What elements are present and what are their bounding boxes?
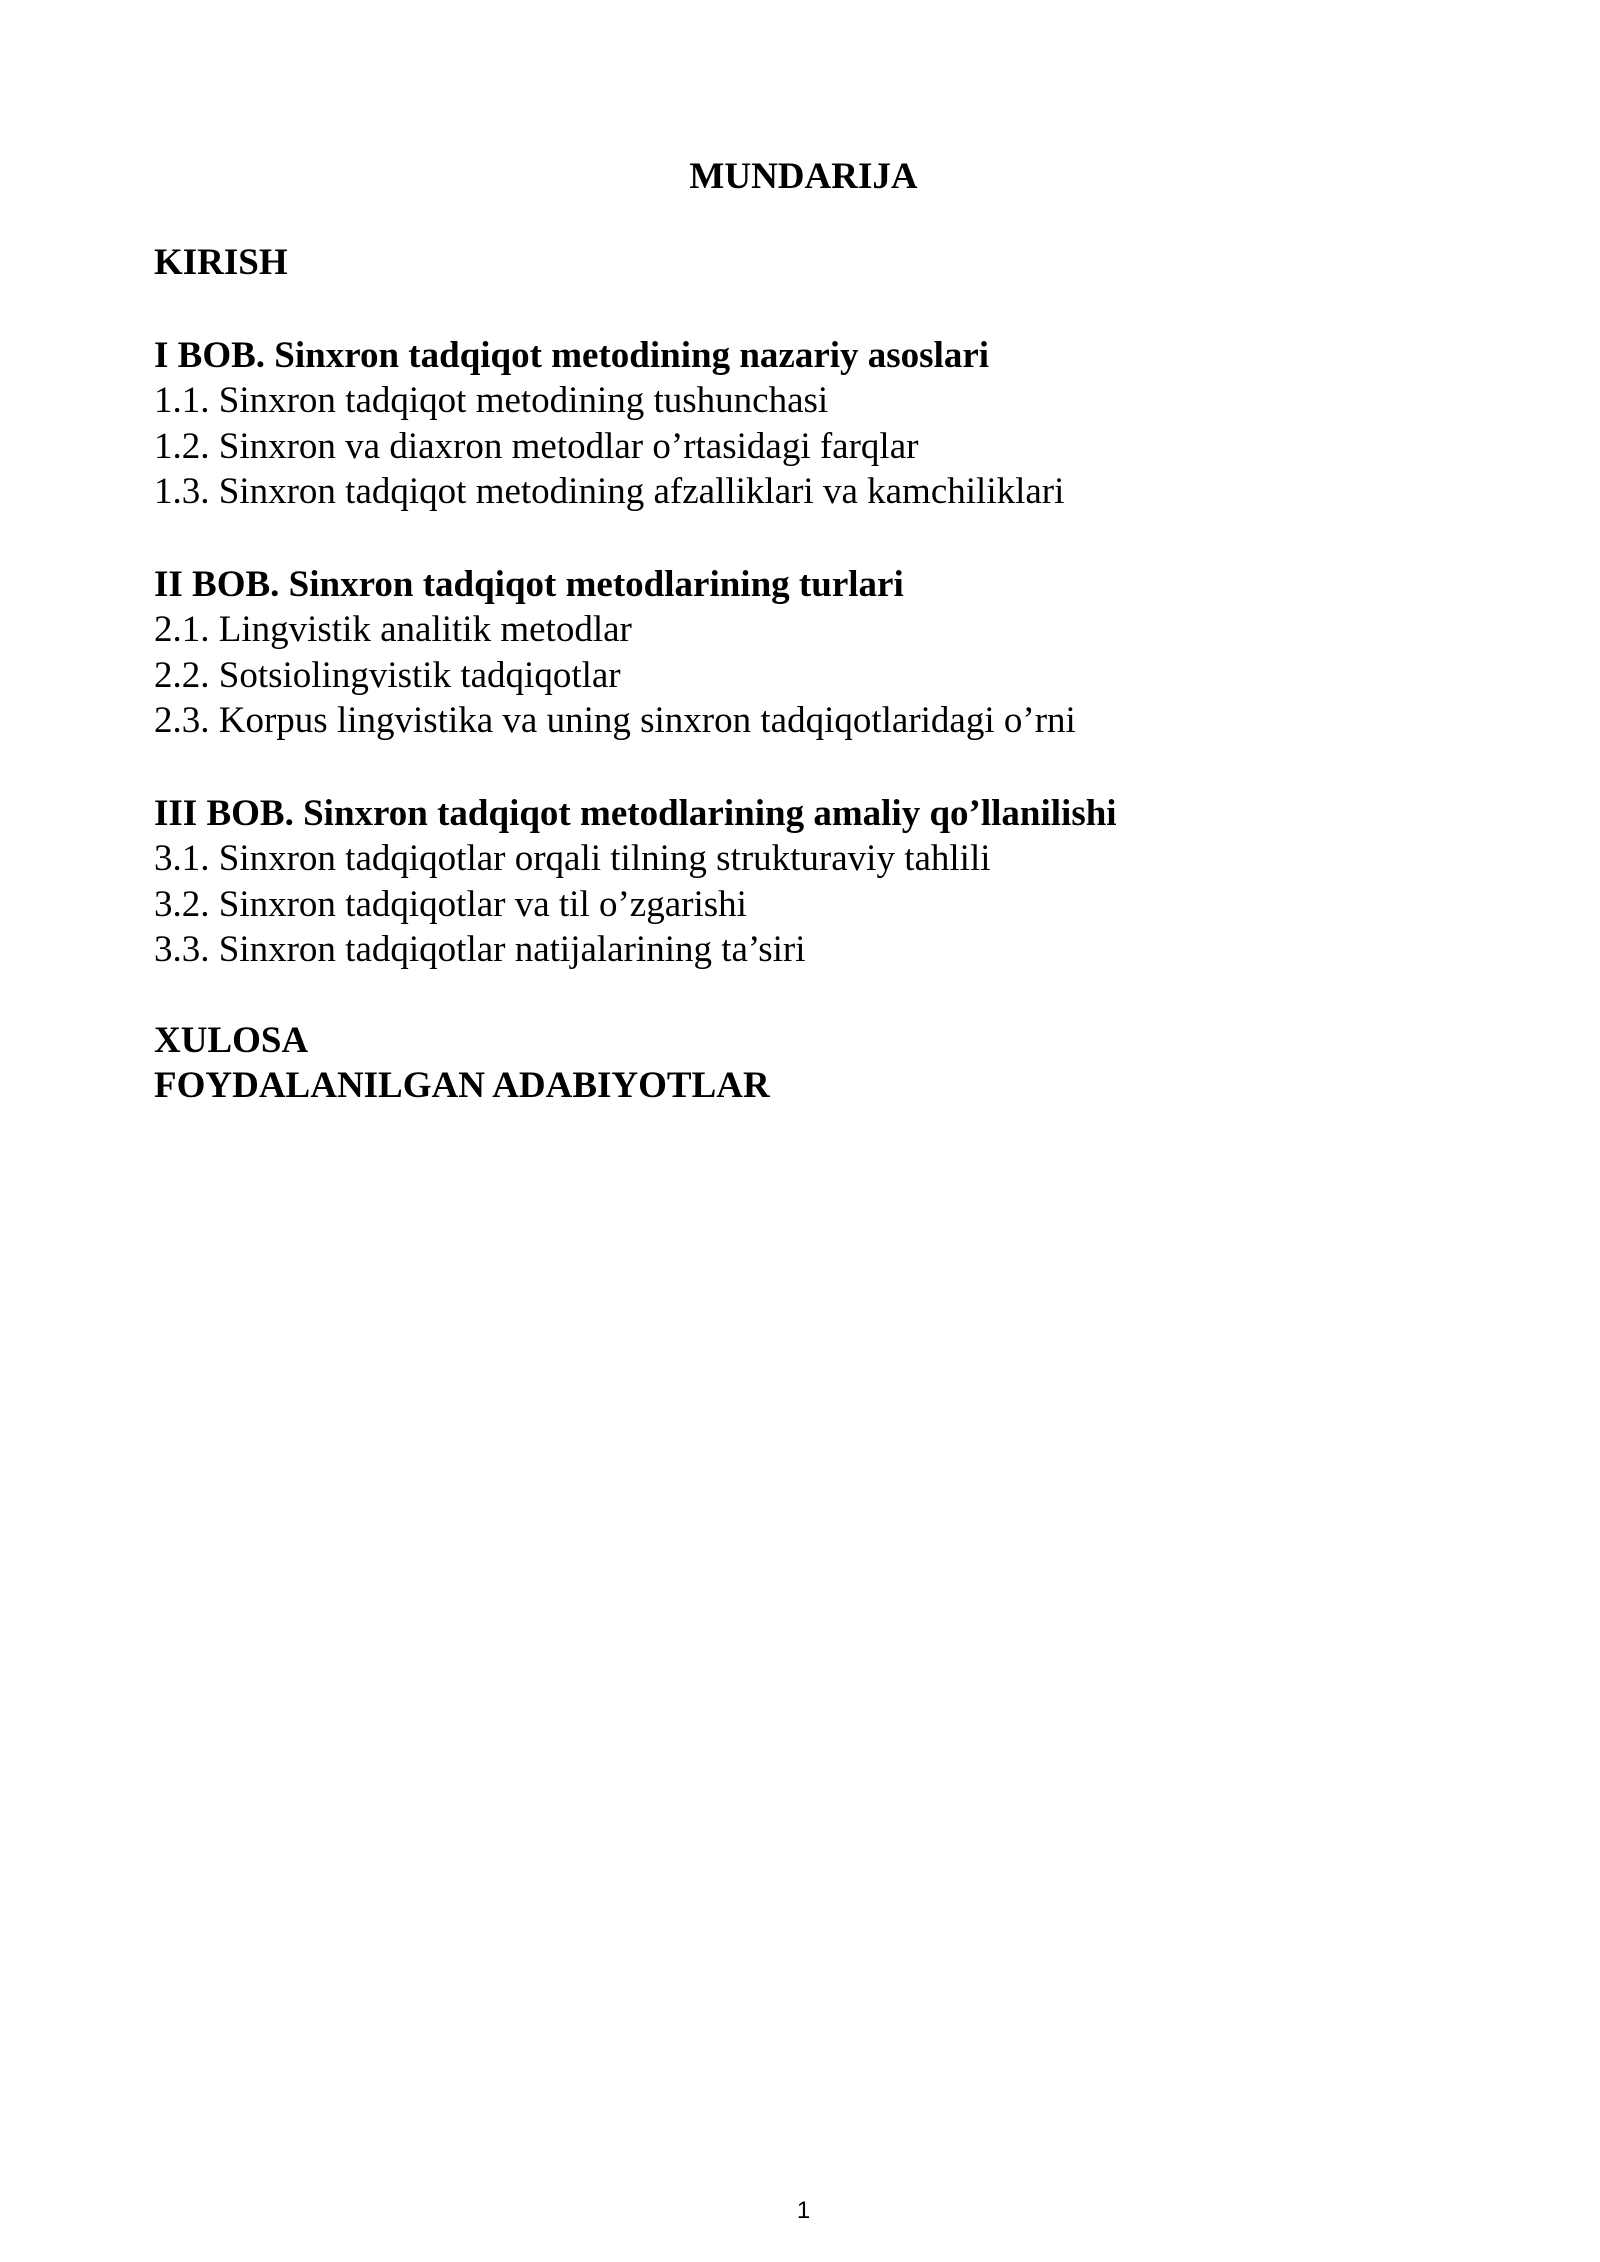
table-of-contents (154, 240, 1454, 1109)
section-item: 3.1. Sinxron tadqiqotlar orqali tilning strukturaviy tahlili (154, 838, 991, 879)
toc-references: FOYDALANILGAN ADABIYOTLAR (154, 1065, 770, 1106)
section-item: 1.1. Sinxron tadqiqot metodining tushunchasi (154, 380, 829, 421)
section-item: 3.3. Sinxron tadqiqotlar natijalarining ta’siri (154, 929, 806, 970)
chapter-heading: III BOB. Sinxron tadqiqot metodlarining amaliy qo’llanilishi (154, 792, 1117, 834)
toc-conclusion: XULOSA (154, 1019, 309, 1061)
page-number: 1 (796, 2197, 811, 2224)
toc-chapter-2 (154, 562, 1454, 744)
section-item: 2.3. Korpus lingvistika va uning sinxron tadqiqotlaridagi o’rni (154, 700, 1076, 741)
toc-closing (154, 1018, 1454, 1109)
toc-chapter-3 (154, 791, 1454, 973)
section-item: 3.2. Sinxron tadqiqotlar va til o’zgarishi (154, 883, 747, 925)
section-item: 1.3. Sinxron tadqiqot metodining afzalliklari va kamchiliklari (154, 471, 1065, 512)
section-item: 2.1. Lingvistik analitik metodlar (154, 609, 632, 650)
page-title: MUNDARIJA (689, 156, 918, 197)
section-item: 2.2. Sotsiolingvistik tadqiqotlar (154, 654, 621, 696)
toc-intro: KIRISH (154, 242, 288, 283)
chapter-heading: II BOB. Sinxron tadqiqot metodlarining turlari (154, 563, 904, 605)
chapter-heading: I BOB. Sinxron tadqiqot metodining nazariy asoslari (154, 334, 990, 376)
toc-chapter-1 (154, 333, 1454, 515)
section-item: 1.2. Sinxron va diaxron metodlar o’rtasidagi farqlar (154, 425, 919, 467)
